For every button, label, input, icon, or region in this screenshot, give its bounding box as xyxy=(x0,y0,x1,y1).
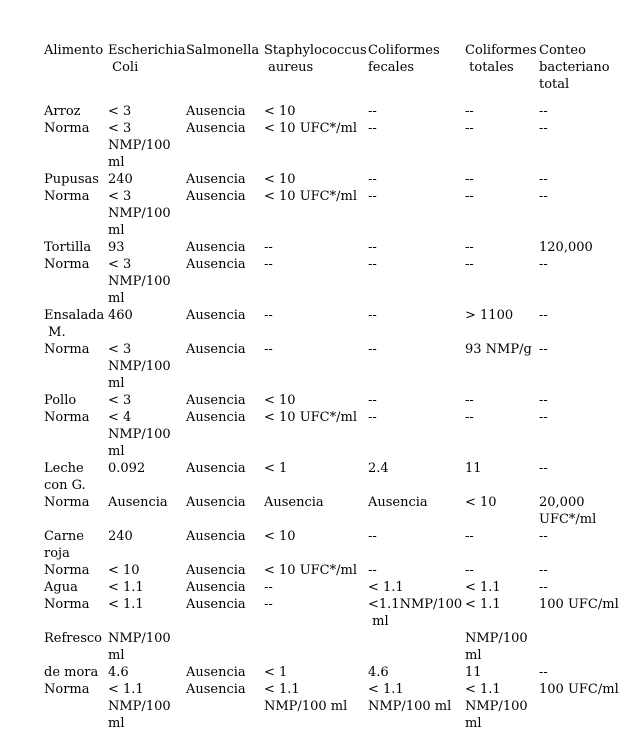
table-cell: NMP/100 ml xyxy=(108,631,171,663)
table-cell: Ausencia xyxy=(186,393,246,408)
table-cell: 240 xyxy=(108,172,133,187)
table-cell: 100 UFC/ml xyxy=(539,597,619,612)
table-cell: -- xyxy=(539,121,548,136)
column-header: Staphylococcus aureus xyxy=(264,43,367,75)
table-cell: 20,000 UFC*/ml xyxy=(539,495,597,527)
table-cell: < 10 xyxy=(465,495,497,510)
table-cell: < 1.1 NMP/100 ml xyxy=(465,682,528,731)
table-cell xyxy=(264,630,368,664)
table-row xyxy=(44,392,627,409)
table-cell: < 10 UFC*/ml xyxy=(264,563,357,578)
table-cell: -- xyxy=(368,393,377,408)
table-cell: -- xyxy=(264,308,273,323)
table-cell: -- xyxy=(465,104,474,119)
table-cell: -- xyxy=(539,529,548,544)
table-row xyxy=(44,256,627,307)
row-label-cell: Pupusas xyxy=(44,172,99,187)
row-label-cell: Norma xyxy=(44,121,90,136)
table-row xyxy=(44,681,627,732)
table-cell: -- xyxy=(368,189,377,204)
row-label-cell: Tortilla xyxy=(44,240,92,255)
table-row xyxy=(44,171,627,188)
table-cell: < 1.1 xyxy=(465,597,501,612)
table-cell: -- xyxy=(264,597,273,612)
table-cell: < 10 xyxy=(108,563,140,578)
table-cell: Ausencia xyxy=(264,495,324,510)
table-row xyxy=(44,579,627,596)
table-cell: Ausencia xyxy=(368,495,428,510)
table-cell: < 1.1 xyxy=(465,580,501,595)
table-cell: < 10 UFC*/ml xyxy=(264,189,357,204)
table-cell: < 10 UFC*/ml xyxy=(264,410,357,425)
table-cell: Ausencia xyxy=(186,529,246,544)
table-cell: -- xyxy=(539,104,548,119)
table-row xyxy=(44,188,627,239)
table-cell: -- xyxy=(368,529,377,544)
table-cell: -- xyxy=(264,342,273,357)
row-label-cell: Norma xyxy=(44,342,90,357)
table-cell: Ausencia xyxy=(186,121,246,136)
column-header: Salmonella xyxy=(186,43,260,58)
table-cell: Ausencia xyxy=(186,682,246,697)
table-cell: < 1.1 xyxy=(108,580,144,595)
table-cell: Ausencia xyxy=(186,495,246,510)
table-cell: -- xyxy=(368,172,377,187)
column-header: Alimento xyxy=(44,43,104,58)
table-cell: -- xyxy=(465,189,474,204)
table-cell: 11 xyxy=(465,461,482,476)
table-row xyxy=(44,103,627,120)
row-label-cell: Norma xyxy=(44,597,90,612)
table-cell: Ausencia xyxy=(186,257,246,272)
table-cell: 100 UFC/ml xyxy=(539,682,619,697)
table-cell: 2.4 xyxy=(368,461,389,476)
row-label-cell: Norma xyxy=(44,257,90,272)
table-cell: < 1.1 NMP/100 ml xyxy=(368,682,452,714)
table-cell: 0.092 xyxy=(108,461,146,476)
table-cell: < 1.1 xyxy=(368,580,404,595)
row-label-cell: Agua xyxy=(44,580,78,595)
table-cell: NMP/100 ml xyxy=(465,631,528,663)
table-row xyxy=(44,528,627,562)
table-cell: 240 xyxy=(108,529,133,544)
table-cell: -- xyxy=(539,393,548,408)
table-cell: Ausencia xyxy=(186,563,246,578)
table-row xyxy=(44,630,627,664)
table-cell: <1.1NMP/100 ml xyxy=(368,597,463,629)
row-label-cell: Arroz xyxy=(44,104,81,119)
table-row xyxy=(44,307,627,341)
table-cell: < 1 xyxy=(264,461,288,476)
table-row xyxy=(44,664,627,681)
table-cell: 93 xyxy=(108,240,125,255)
table-cell: -- xyxy=(368,410,377,425)
table-cell: -- xyxy=(539,461,548,476)
table-row xyxy=(44,562,627,579)
table-cell: -- xyxy=(368,257,377,272)
table-cell: -- xyxy=(539,410,548,425)
table-cell: -- xyxy=(368,342,377,357)
table-cell: -- xyxy=(264,240,273,255)
table-cell: 120,000 xyxy=(539,240,593,255)
column-header: Coliformes totales xyxy=(465,43,537,75)
table-cell xyxy=(186,630,264,664)
row-label-cell: Norma xyxy=(44,410,90,425)
table-cell: Ausencia xyxy=(186,580,246,595)
table-cell: < 1.1 NMP/100 ml xyxy=(108,682,171,731)
row-label-cell: Norma xyxy=(44,495,90,510)
column-header: Escherichia Coli xyxy=(108,43,186,75)
header-row xyxy=(44,42,627,103)
table-cell: Ausencia xyxy=(186,189,246,204)
table-cell: 460 xyxy=(108,308,133,323)
table-cell: < 10 xyxy=(264,529,296,544)
column-header: Conteo bacteriano total xyxy=(539,43,610,92)
table-row xyxy=(44,596,627,630)
table-cell: < 1.1 NMP/100 ml xyxy=(264,682,348,714)
row-label-cell: Leche con G. xyxy=(44,461,86,493)
table-cell: < 3 NMP/100 ml xyxy=(108,121,171,170)
table-cell: < 10 xyxy=(264,393,296,408)
column-header: Coliformes fecales xyxy=(368,43,440,75)
table-row xyxy=(44,460,627,494)
microbiology-table xyxy=(44,42,627,732)
row-label-cell: Norma xyxy=(44,682,90,697)
row-label-cell: Refresco xyxy=(44,631,102,646)
table-cell: Ausencia xyxy=(186,597,246,612)
table-cell: Ausencia xyxy=(186,172,246,187)
table-cell: -- xyxy=(465,121,474,136)
table-cell: -- xyxy=(539,580,548,595)
table-cell: -- xyxy=(465,529,474,544)
row-label-cell: Pollo xyxy=(44,393,77,408)
table-cell: -- xyxy=(368,308,377,323)
table-cell: > 1100 xyxy=(465,308,514,323)
table-cell xyxy=(368,630,465,664)
table-cell: -- xyxy=(368,240,377,255)
table-cell: -- xyxy=(539,665,548,680)
table-cell: -- xyxy=(539,308,548,323)
row-label-cell: Ensalada M. xyxy=(44,308,105,340)
table-cell: -- xyxy=(465,563,474,578)
table-cell: Ausencia xyxy=(186,240,246,255)
table-row xyxy=(44,494,627,528)
table-cell: < 3 xyxy=(108,393,132,408)
table-cell: -- xyxy=(465,240,474,255)
table-cell: Ausencia xyxy=(186,461,246,476)
table-cell: -- xyxy=(539,342,548,357)
row-label-cell: de mora xyxy=(44,665,99,680)
table-cell: < 1.1 xyxy=(108,597,144,612)
table-cell: -- xyxy=(368,563,377,578)
table-header xyxy=(44,42,627,103)
table-cell: -- xyxy=(539,172,548,187)
table-cell: 11 xyxy=(465,665,482,680)
table-cell: -- xyxy=(539,563,548,578)
row-label-cell: Norma xyxy=(44,563,90,578)
table-cell: Ausencia xyxy=(186,308,246,323)
table-cell: -- xyxy=(264,580,273,595)
table-cell: -- xyxy=(465,410,474,425)
table-cell: < 3 xyxy=(108,104,132,119)
table-cell: -- xyxy=(539,189,548,204)
table-row xyxy=(44,239,627,256)
table-cell xyxy=(539,630,627,664)
table-cell: -- xyxy=(465,257,474,272)
table-cell: Ausencia xyxy=(186,104,246,119)
table-cell: < 10 UFC*/ml xyxy=(264,121,357,136)
table-cell: -- xyxy=(539,257,548,272)
row-label-cell: Carne roja xyxy=(44,529,84,561)
table-cell: < 3 NMP/100 ml xyxy=(108,342,171,391)
table-row xyxy=(44,409,627,460)
table-cell: -- xyxy=(368,104,377,119)
table-cell: 4.6 xyxy=(368,665,389,680)
table-cell: -- xyxy=(465,172,474,187)
table-cell: -- xyxy=(264,257,273,272)
table-cell: Ausencia xyxy=(186,665,246,680)
table-cell: Ausencia xyxy=(108,495,168,510)
table-cell: < 1 xyxy=(264,665,288,680)
table-row xyxy=(44,341,627,392)
table-cell: < 3 NMP/100 ml xyxy=(108,189,171,238)
row-label-cell: Norma xyxy=(44,189,90,204)
table-row xyxy=(44,120,627,171)
table-cell: < 10 xyxy=(264,172,296,187)
table-cell: 93 NMP/g xyxy=(465,342,532,357)
table-cell: < 10 xyxy=(264,104,296,119)
table-cell: 4.6 xyxy=(108,665,129,680)
table-body xyxy=(44,103,627,732)
table-cell: < 4 NMP/100 ml xyxy=(108,410,171,459)
table-cell: -- xyxy=(465,393,474,408)
table-cell: < 3 NMP/100 ml xyxy=(108,257,171,306)
table-cell: -- xyxy=(368,121,377,136)
table-cell: Ausencia xyxy=(186,410,246,425)
table-cell: Ausencia xyxy=(186,342,246,357)
